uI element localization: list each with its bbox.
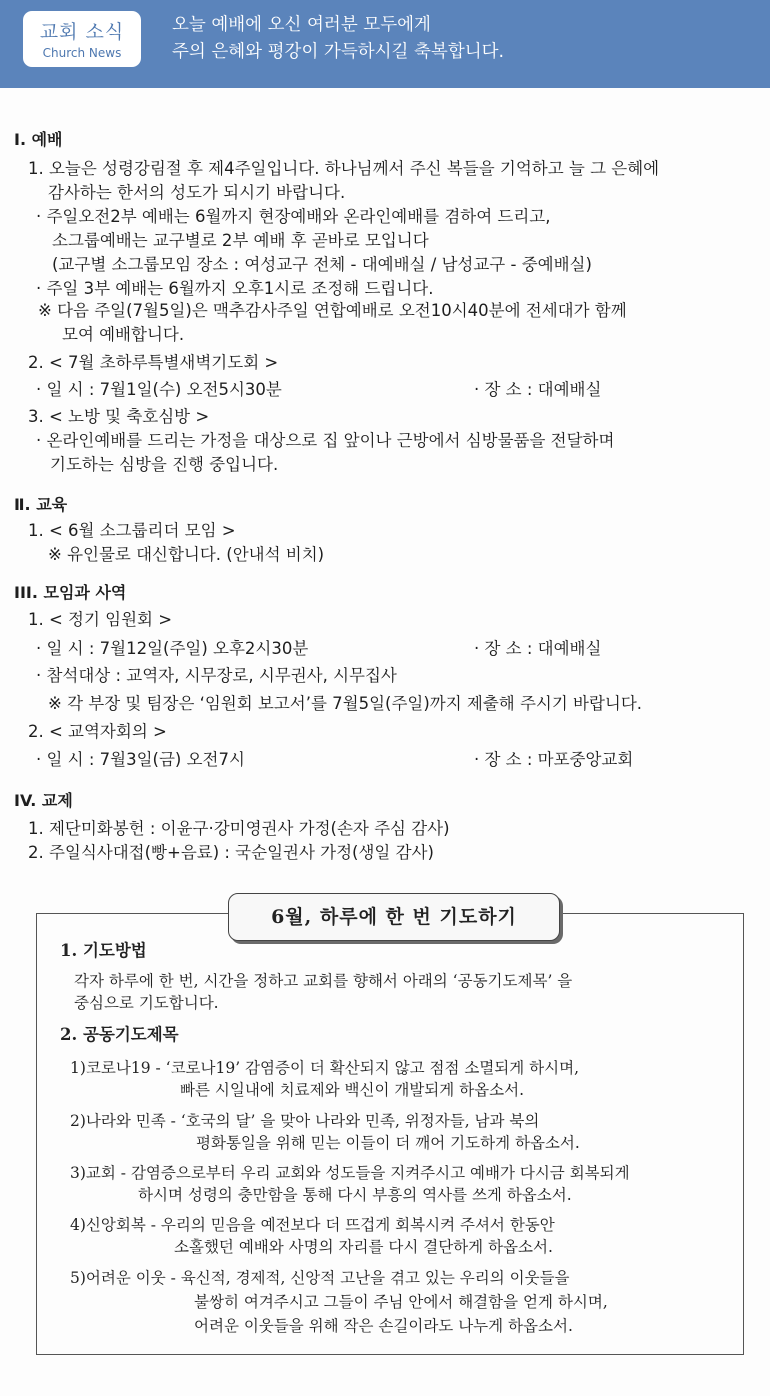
education-item1-title: 1. < 6월 소그룹리더 모임 > <box>28 521 236 540</box>
prayer-method-line: 각자 하루에 한 번, 시간을 정하고 교회를 향해서 아래의 ‘공동기도제목’ 을 <box>74 972 573 990</box>
section-title-meetings: III. 모임과 사역 <box>14 583 127 602</box>
worship-bullet-line: · 주일 3부 예배는 6월까지 오후1시로 조정해 드립니다. <box>36 279 434 298</box>
church-news-badge <box>23 11 141 67</box>
worship-bullet-line: (교구별 소그룹모임 장소 : 여성교구 전체 - 대예배실 / 남성교구 - 중예배실) <box>52 255 592 274</box>
worship-item3-title: 3. < 노방 및 축호심방 > <box>28 407 210 426</box>
prayer-method-line: 중심으로 기도합니다. <box>74 994 219 1012</box>
worship-bullet-line: · 주일오전2부 예배는 6월까지 현장예배와 온라인예배를 겸하여 드리고, <box>36 207 551 226</box>
news-header-banner <box>0 0 770 88</box>
greeting-line: 주의 은혜와 평강이 가득하시길 축복합니다. <box>172 42 505 62</box>
prayer-topic-line: 불쌍히 여겨주시고 그들이 주님 안에서 해결함을 얻게 하시며, <box>194 1293 608 1311</box>
meeting-item1-note: ※ 각 부장 및 팀장은 ‘임원회 보고서’를 7월5일(주일)까지 제출해 주시기 바랍니다. <box>48 694 643 713</box>
section-title-worship: Ⅰ. 예배 <box>14 130 63 149</box>
section-title-education: Ⅱ. 교육 <box>14 495 68 514</box>
section-title-fellowship: IV. 교제 <box>14 791 73 810</box>
worship-item2-place: · 장 소 : 대예배실 <box>474 380 602 399</box>
prayer-topic-line: 빠른 시일내에 치료제와 백신이 개발되게 하옵소서. <box>180 1081 524 1099</box>
prayer-topic-line: 소홀했던 예배와 사명의 자리를 다시 결단하게 하옵소서. <box>174 1238 553 1256</box>
prayer-topic-line: 1)코로나19 - ‘코로나19’ 감염증이 더 확산되지 않고 점점 소멸되게 하시며, <box>70 1059 580 1077</box>
prayer-topic-line: 3)교회 - 감염증으로부터 우리 교회와 성도들을 지켜주시고 예배가 다시금 회복되게 <box>70 1164 630 1182</box>
prayer-topic-line: 평화통일을 위해 믿는 이들이 더 깨어 기도하게 하옵소서. <box>196 1134 580 1152</box>
prayer-topic-line: 어려운 이웃들을 위해 작은 손길이라도 나누게 하옵소서. <box>194 1317 573 1335</box>
fellowship-item: 1. 제단미화봉헌 : 이윤구·강미영권사 가정(손자 주심 감사) <box>28 819 450 838</box>
meeting-item1-place: · 장 소 : 대예배실 <box>474 639 602 658</box>
meeting-item1-attendees: · 참석대상 : 교역자, 시무장로, 시무권사, 시무집사 <box>36 666 397 685</box>
worship-item1-line: 1. 오늘은 성령강림절 후 제4주일입니다. 하나님께서 주신 복들을 기억하고 늘 그 은혜에 <box>28 159 660 178</box>
worship-note-line: ※ 다음 주일(7월5일)은 맥추감사주일 연합예배로 오전10시40분에 전세대가 함께 <box>38 301 627 320</box>
prayer-topic-line: 하시며 성령의 충만함을 통해 다시 부흥의 역사를 쓰게 하옵소서. <box>138 1186 572 1204</box>
greeting-line: 오늘 예배에 오신 여러분 모두에게 <box>172 15 431 35</box>
prayer-topic-line: 5)어려운 이웃 - 육신적, 경제적, 신앙적 고난을 겪고 있는 우리의 이웃들을 <box>70 1269 570 1287</box>
worship-item2-date: · 일 시 : 7월1일(수) 오전5시30분 <box>36 380 282 399</box>
badge-title-korean: 교회 소식 <box>39 21 125 43</box>
meeting-item1-date: · 일 시 : 7월12일(주일) 오후2시30분 <box>36 639 309 658</box>
worship-item1-line: 감사하는 한서의 성도가 되시기 바랍니다. <box>48 183 346 202</box>
worship-note-line: 모여 예배합니다. <box>62 325 185 344</box>
prayer-topic-line: 2)나라와 민족 - ‘호국의 달’ 을 맞아 나라와 민족, 위정자들, 남과 북의 <box>70 1112 540 1130</box>
meeting-item2-title: 2. < 교역자회의 > <box>28 722 167 741</box>
prayer-guide-title: 6월, 하루에 한 번 기도하기 <box>228 893 560 941</box>
meeting-item1-title: 1. < 정기 임원회 > <box>28 610 173 629</box>
fellowship-item: 2. 주일식사대접(빵+음료) : 국순일권사 가정(생일 감사) <box>28 843 434 862</box>
worship-item3-line: · 온라인예배를 드리는 가정을 대상으로 집 앞이나 근방에서 심방물품을 전달하며 <box>36 431 615 450</box>
greeting-message <box>172 12 504 66</box>
prayer-topic-line: 4)신앙회복 - 우리의 믿음을 예전보다 더 뜨겁게 회복시켜 주셔서 한동안 <box>70 1216 555 1234</box>
meeting-item2-place: · 장 소 : 마포중앙교회 <box>474 750 634 769</box>
badge-title-english: Church News <box>42 46 122 60</box>
worship-item3-line: 기도하는 심방을 진행 중입니다. <box>50 455 279 474</box>
education-item1-note: ※ 유인물로 대신합니다. (안내석 비치) <box>48 545 325 564</box>
prayer-method-heading: 1. 기도방법 <box>60 941 147 960</box>
worship-bullet-line: 소그룹예배는 교구별로 2부 예배 후 곧바로 모입니다 <box>52 231 429 250</box>
meeting-item2-date: · 일 시 : 7월3일(금) 오전7시 <box>36 750 245 769</box>
worship-item2-title: 2. < 7월 초하루특별새벽기도회 > <box>28 353 279 372</box>
prayer-topics-heading: 2. 공동기도제목 <box>60 1025 179 1044</box>
